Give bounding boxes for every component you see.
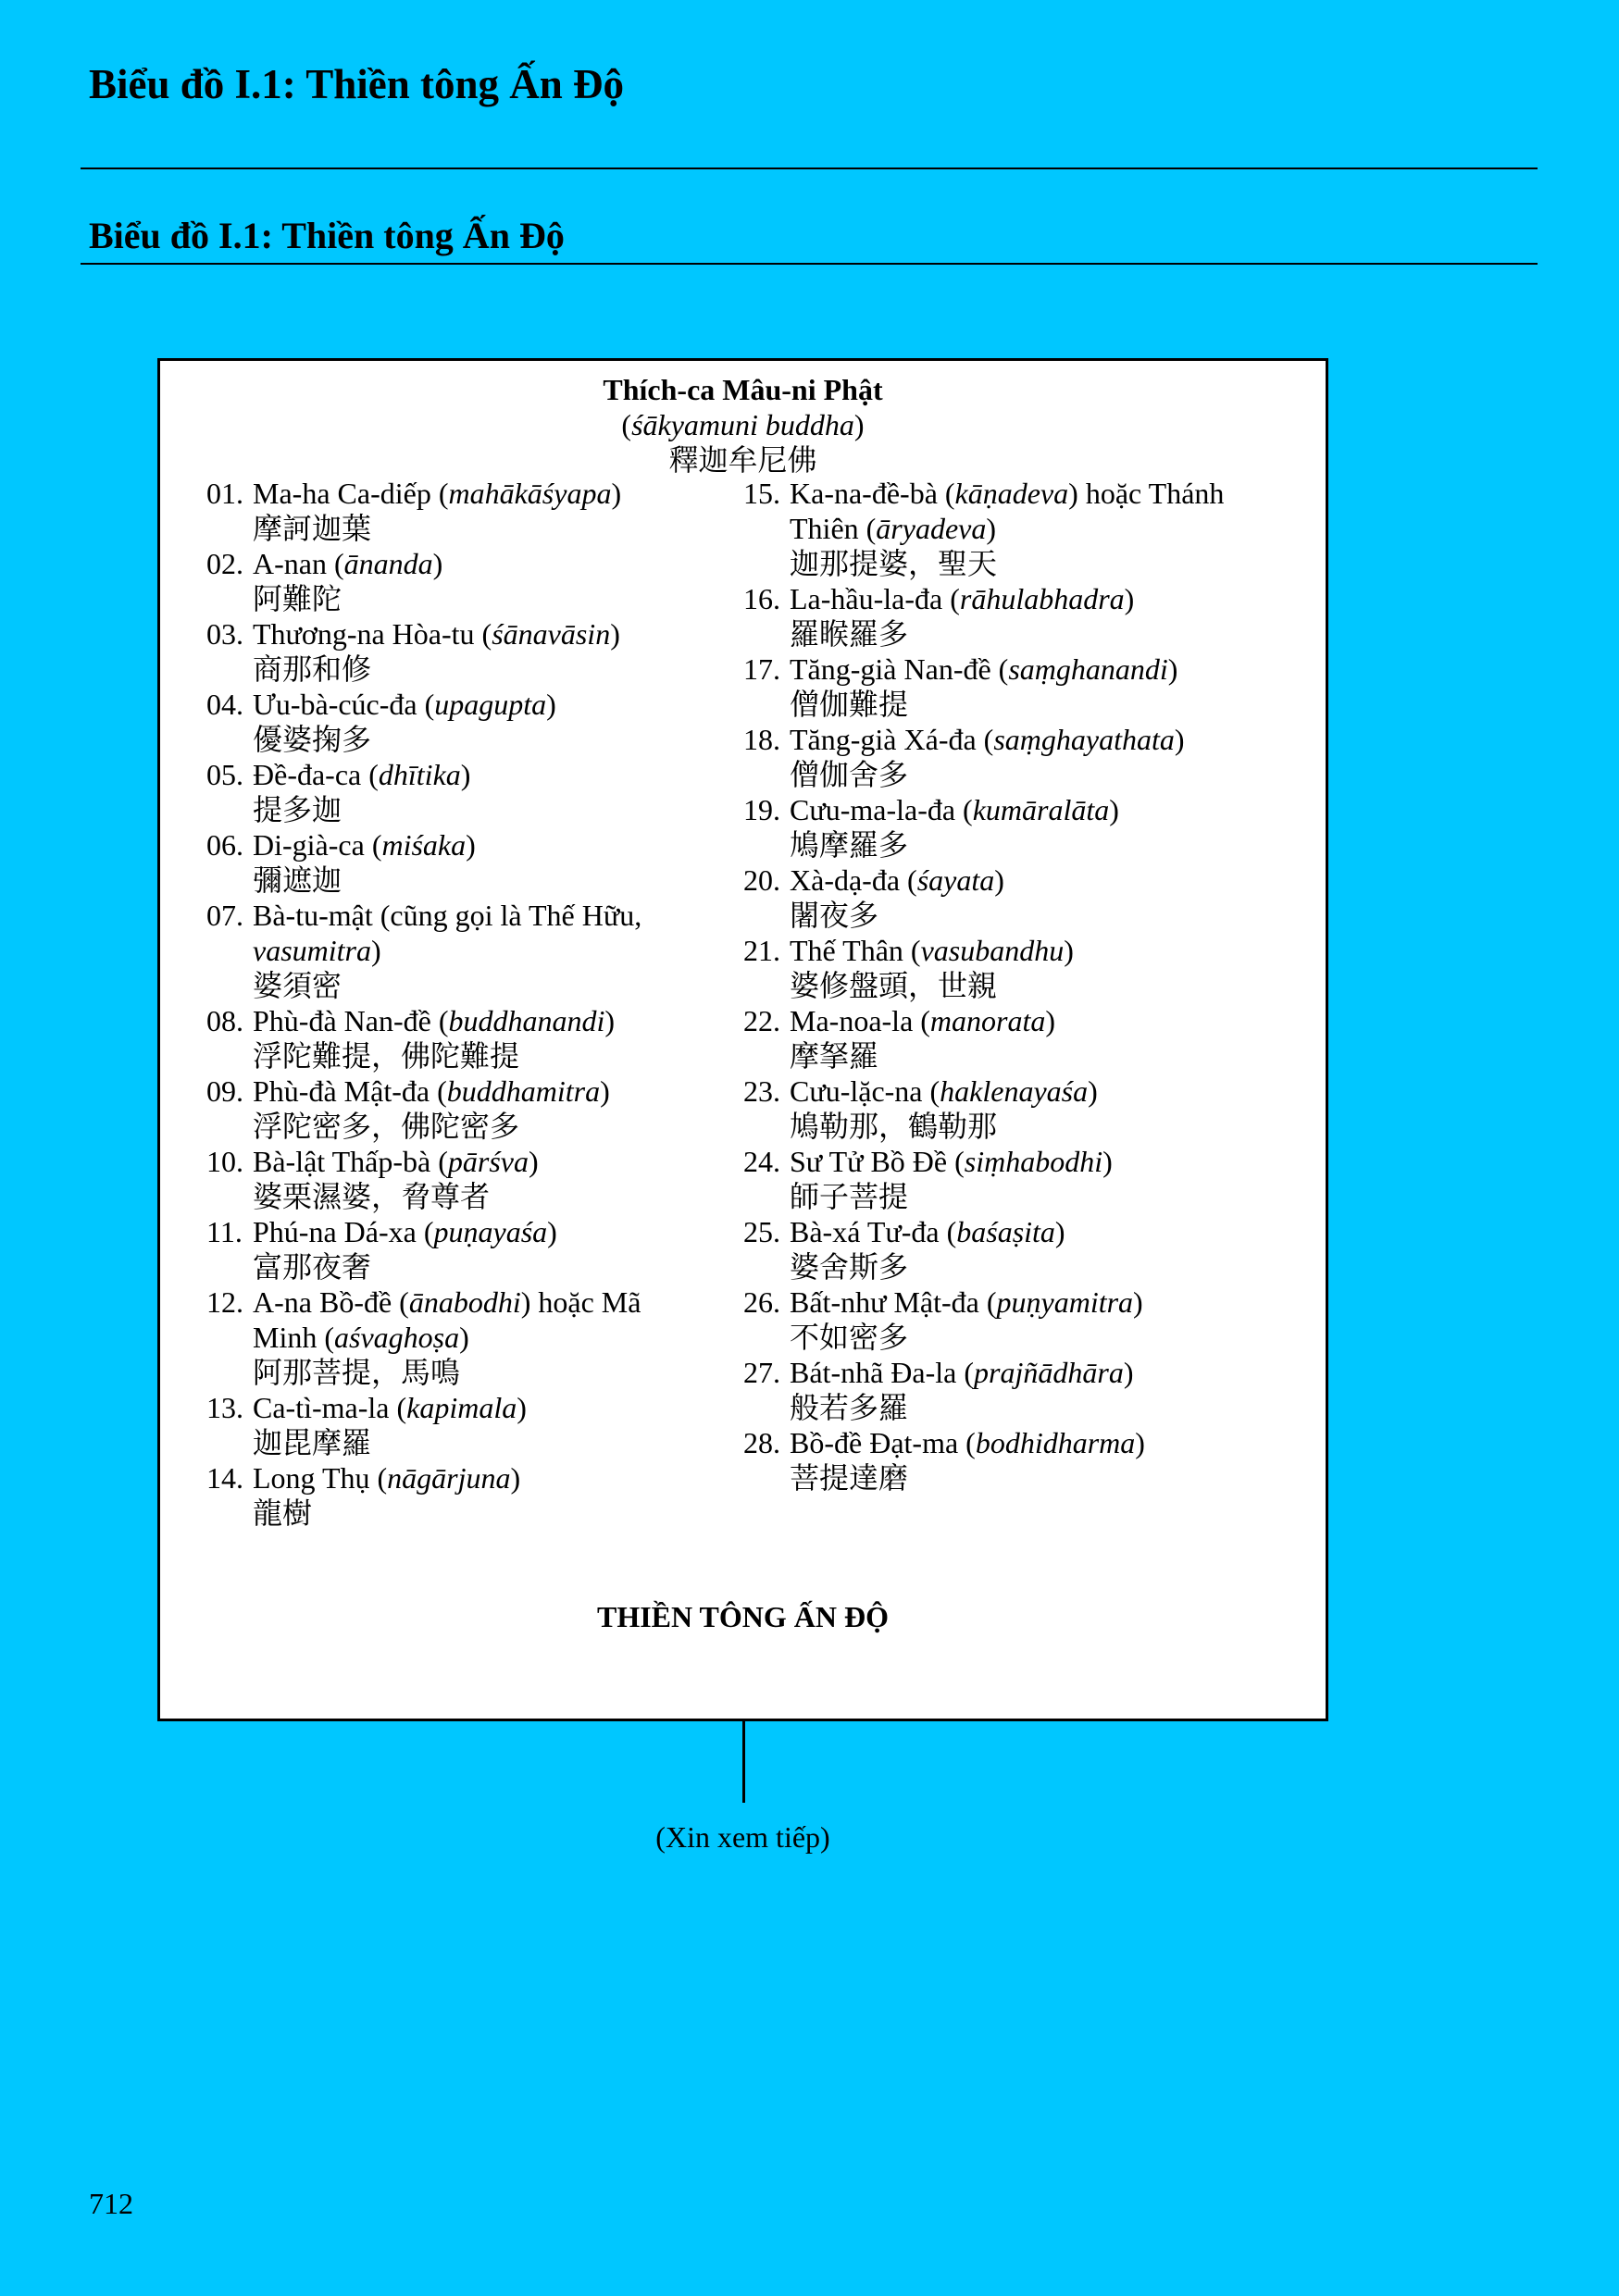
patriarch-number: 26. [743, 1285, 780, 1319]
patriarch-sanskrit-name: vasumitra [253, 934, 371, 967]
patriarch-vn-name: Bà-xá Tư-đa ( [790, 1215, 957, 1248]
patriarch-name-tail: ) [1124, 582, 1135, 615]
patriarch-name-tail: ) [459, 1321, 469, 1354]
patriarch-vn-name: Bát-nhã Đa-la ( [790, 1356, 975, 1389]
patriarch-name-tail: ) [1102, 1145, 1113, 1178]
patriarch-vn-name: A-na Bồ-đề ( [253, 1285, 409, 1319]
root-vn-name: Thích-ca Mâu-ni Phật [603, 373, 883, 406]
patriarch-entry [206, 827, 725, 898]
patriarch-vn-name: Ma-noa-la ( [790, 1004, 930, 1037]
patriarch-entry [206, 687, 725, 757]
patriarch-sanskrit-name: kāṇadeva [954, 477, 1069, 510]
patriarch-vn-name: Tăng-già Xá-đa ( [790, 723, 994, 756]
patriarch-entry [743, 722, 1299, 792]
patriarch-vn-name: Đề-đa-ca ( [253, 758, 379, 791]
patriarch-name-tail: ) [1135, 1426, 1145, 1459]
patriarch-number: 18. [743, 723, 780, 756]
patriarch-number: 19. [743, 793, 780, 826]
patriarch-name-tail: ) [547, 1215, 557, 1248]
patriarch-name-tail: ) [1174, 723, 1185, 756]
patriarch-chinese-name: 不如密多 [790, 1321, 909, 1354]
patriarch-vn-name: Bồ-đề Đạt-ma ( [790, 1426, 976, 1459]
patriarch-sanskrit-name: vasubandhu [920, 934, 1065, 967]
patriarch-sanskrit-name: prajñādhāra [974, 1356, 1124, 1389]
patriarch-entry [743, 1003, 1299, 1074]
patriarch-number: 12. [206, 1285, 243, 1319]
patriarch-entry [206, 1285, 725, 1390]
patriarch-name-tail: ) [994, 863, 1004, 897]
patriarch-number: 13. [206, 1391, 243, 1424]
patriarch-name-tail: ) hoặc Thánh [1068, 477, 1225, 510]
section-title: Biểu đồ I.1: Thiền tông Ấn Độ [89, 215, 565, 256]
patriarch-entry [206, 898, 725, 1003]
patriarch-vn-name: La-hầu-la-đa ( [790, 582, 960, 615]
root-chinese-name: 釋迦牟尼佛 [668, 443, 817, 477]
patriarch-entry [743, 1074, 1299, 1144]
patriarch-name-tail: ) [510, 1461, 521, 1495]
patriarch-number: 21. [743, 934, 780, 967]
patriarch-chinese-name: 摩拏羅 [790, 1039, 879, 1073]
patriarch-chinese-name: 婆栗濕婆，脅尊者 [253, 1180, 491, 1213]
patriarch-sanskrit-name: buddhamitra [446, 1074, 601, 1108]
patriarch-chinese-name: 菩提達磨 [790, 1461, 909, 1495]
patriarch-number: 23. [743, 1074, 780, 1108]
page-header-title: Biểu đồ I.1: Thiền tông Ấn Độ [89, 61, 625, 107]
patriarch-name-tail: ) [466, 828, 476, 862]
patriarch-number: 03. [206, 617, 243, 651]
patriarch-entry [743, 1144, 1299, 1214]
patriarch-number: 22. [743, 1004, 780, 1037]
patriarch-entry [206, 616, 725, 687]
patriarch-chinese-name: 優婆掬多 [253, 723, 372, 756]
patriarch-entry [206, 1074, 725, 1144]
patriarch-number: 10. [206, 1145, 243, 1178]
patriarch-sanskrit-name: haklenayaśa [940, 1074, 1089, 1108]
patriarch-chinese-name: 商那和修 [253, 652, 372, 686]
patriarch-list-left [206, 476, 725, 1531]
patriarch-name-tail: ) [517, 1391, 527, 1424]
patriarch-sanskrit-name: saṃghanandi [1008, 652, 1168, 686]
patriarch-sanskrit-name: kapimala [406, 1391, 517, 1424]
patriarch-name-tail: ) [371, 934, 381, 967]
patriarch-vn-name: Thế Thân ( [790, 934, 921, 967]
patriarch-chinese-name: 羅睺羅多 [790, 617, 909, 651]
patriarch-chinese-name: 闍夜多 [790, 899, 879, 932]
patriarch-sanskrit-name: dhītika [378, 758, 461, 791]
patriarch-number: 06. [206, 828, 243, 862]
patriarch-vn-name: Phù-đà Nan-đề ( [253, 1004, 449, 1037]
patriarch-chinese-name: 浮陀密多，佛陀密多 [253, 1110, 520, 1143]
continuation-note: (Xin xem tiếp) [655, 1820, 830, 1854]
patriarch-sanskrit-name: śānavāsin [492, 617, 611, 651]
patriarch-entry [743, 933, 1299, 1003]
patriarch-vn-name-cont: Thiên ( [790, 512, 877, 545]
patriarch-vn-name: Cưu-ma-la-đa ( [790, 793, 973, 826]
patriarch-entry [206, 1460, 725, 1531]
patriarch-number: 14. [206, 1461, 243, 1495]
patriarch-entry [743, 863, 1299, 933]
patriarch-name-tail: ) [611, 477, 622, 510]
patriarch-entry [743, 1285, 1299, 1355]
patriarch-entry [206, 546, 725, 616]
header-rule [81, 168, 1538, 169]
patriarch-number: 20. [743, 863, 780, 897]
patriarch-name-tail: ) [546, 688, 556, 721]
patriarch-sanskrit-name: ānabodhi [408, 1285, 521, 1319]
patriarch-vn-name: Bà-tu-mật (cũng gọi là Thế Hữu, [253, 899, 642, 932]
patriarch-vn-name: Long Thụ ( [253, 1461, 388, 1495]
patriarch-name-tail: ) [460, 758, 471, 791]
patriarch-name-tail: ) hoặc Mã [520, 1285, 641, 1319]
patriarch-chinese-name: 僧伽難提 [790, 688, 909, 721]
patriarch-sanskrit-name: puṇayaśa [433, 1215, 548, 1248]
patriarch-entry [743, 1214, 1299, 1285]
patriarch-number: 08. [206, 1004, 243, 1037]
patriarch-number: 05. [206, 758, 243, 791]
patriarch-name-tail: ) [1167, 652, 1178, 686]
patriarch-number: 24. [743, 1145, 780, 1178]
patriarch-sanskrit-name: mahākāśyapa [448, 477, 612, 510]
patriarch-chinese-name: 摩訶迦葉 [253, 512, 372, 545]
patriarch-number: 16. [743, 582, 780, 615]
patriarch-sanskrit-name: aśvaghoṣa [334, 1321, 460, 1354]
patriarch-chinese-name: 浮陀難提，佛陀難提 [253, 1039, 520, 1073]
patriarch-name-tail: ) [1045, 1004, 1056, 1037]
patriarch-number: 15. [743, 477, 780, 510]
patriarch-sanskrit-name: baśaṣita [956, 1215, 1055, 1248]
patriarch-chinese-name: 彌遮迦 [253, 863, 342, 897]
patriarch-sanskrit-name: upagupta [434, 688, 547, 721]
patriarch-sanskrit-name: rāhulabhadra [959, 582, 1125, 615]
patriarch-sanskrit-name: ānanda [343, 547, 433, 580]
patriarch-name-tail: ) [1133, 1285, 1143, 1319]
patriarch-number: 09. [206, 1074, 243, 1108]
root-sanskrit-line: (śākyamuni buddha) [621, 408, 865, 441]
patriarch-list-right [743, 476, 1299, 1496]
section-rule [81, 263, 1538, 265]
patriarch-chinese-name: 鳩摩羅多 [790, 828, 909, 862]
patriarch-chinese-name: 提多迦 [253, 793, 342, 826]
patriarch-number: 11. [206, 1215, 243, 1248]
patriarch-vn-name: Ca-tì-ma-la ( [253, 1391, 407, 1424]
patriarch-name-tail: ) [600, 1074, 610, 1108]
patriarch-sanskrit-name: kumāralāta [972, 793, 1110, 826]
patriarch-number: 27. [743, 1356, 780, 1389]
patriarch-sanskrit-name: saṃghayathata [993, 723, 1175, 756]
patriarch-vn-name: Ma-ha Ca-diếp ( [253, 477, 449, 510]
patriarch-number: 25. [743, 1215, 780, 1248]
patriarch-chinese-name: 婆須密 [253, 969, 342, 1002]
patriarch-vn-name: Thương-na Hòa-tu ( [253, 617, 492, 651]
patriarch-entry [206, 1214, 725, 1285]
patriarch-name-tail: ) [528, 1145, 539, 1178]
patriarch-entry [743, 652, 1299, 722]
patriarch-vn-name: Xà-dạ-đa ( [790, 863, 917, 897]
patriarch-vn-name: Sư Tử Bồ Đề ( [790, 1145, 965, 1178]
patriarch-chinese-name: 阿那菩提，馬鳴 [253, 1356, 461, 1389]
patriarch-sanskrit-name: miśaka [381, 828, 467, 862]
patriarch-sanskrit-name: āryadeva [876, 512, 987, 545]
page-number: 712 [89, 2187, 133, 2220]
patriarch-name-tail: ) [1109, 793, 1119, 826]
continuation-connector-line [742, 1721, 745, 1803]
patriarch-vn-name: Phú-na Dá-xa ( [253, 1215, 434, 1248]
patriarch-chinese-name: 婆修盤頭，世親 [790, 969, 998, 1002]
patriarch-chinese-name: 鳩勒那，鶴勒那 [790, 1110, 998, 1143]
patriarch-chinese-name: 龍樹 [253, 1496, 313, 1530]
patriarch-name-tail: ) [1054, 1215, 1065, 1248]
patriarch-entry [743, 581, 1299, 652]
patriarch-chinese-name: 婆舍斯多 [790, 1250, 909, 1284]
patriarch-name-tail: ) [1123, 1356, 1134, 1389]
patriarch-entry [206, 476, 725, 546]
patriarch-sanskrit-name: manorata [929, 1004, 1046, 1037]
patriarch-name-tail: ) [986, 512, 997, 545]
patriarch-entry [743, 476, 1299, 581]
patriarch-vn-name: Ka-na-đề-bà ( [790, 477, 955, 510]
patriarch-chinese-name: 迦那提婆，聖天 [790, 547, 998, 580]
patriarch-entry [743, 1355, 1299, 1425]
patriarch-sanskrit-name: śayata [916, 863, 995, 897]
patriarch-number: 02. [206, 547, 243, 580]
root-patriarch [160, 372, 1326, 478]
patriarch-sanskrit-name: puṇyamitra [996, 1285, 1134, 1319]
patriarch-name-tail: ) [604, 1004, 616, 1037]
patriarch-name-tail: ) [1088, 1074, 1098, 1108]
patriarch-vn-name: Bà-lật Thấp-bà ( [253, 1145, 448, 1178]
patriarch-sanskrit-name: pārśva [447, 1145, 529, 1178]
patriarch-sanskrit-name: nāgārjuna [387, 1461, 511, 1495]
patriarch-entry [206, 1390, 725, 1460]
patriarch-entry [743, 1425, 1299, 1496]
patriarch-vn-name: Di-già-ca ( [253, 828, 382, 862]
patriarch-vn-name: Tăng-già Nan-đề ( [790, 652, 1009, 686]
patriarch-chinese-name: 般若多羅 [790, 1391, 909, 1424]
patriarch-vn-name: Cưu-lặc-na ( [790, 1074, 940, 1108]
patriarch-vn-name: Bất-như Mật-đa ( [790, 1285, 997, 1319]
patriarch-chinese-name: 師子菩提 [790, 1180, 909, 1213]
patriarch-entry [743, 792, 1299, 863]
patriarch-entry [206, 1003, 725, 1074]
root-sanskrit-name: śākyamuni buddha [631, 408, 854, 441]
patriarch-name-tail: ) [1064, 934, 1074, 967]
patriarch-vn-name: Ưu-bà-cúc-đa ( [253, 688, 435, 721]
patriarch-number: 17. [743, 652, 780, 686]
patriarch-sanskrit-name: bodhidharma [975, 1426, 1136, 1459]
patriarch-vn-name: Phù-đà Mật-đa ( [253, 1074, 447, 1108]
patriarch-number: 07. [206, 899, 243, 932]
patriarch-number: 04. [206, 688, 243, 721]
patriarch-number: 01. [206, 477, 243, 510]
patriarch-name-tail: ) [432, 547, 443, 580]
patriarch-vn-name: A-nan ( [253, 547, 344, 580]
patriarch-entry [206, 757, 725, 827]
patriarch-sanskrit-name: buddhanandi [448, 1004, 605, 1037]
patriarch-chinese-name: 阿難陀 [253, 582, 342, 615]
patriarch-number: 28. [743, 1426, 780, 1459]
patriarch-chinese-name: 富那夜奢 [253, 1250, 372, 1284]
patriarch-entry [206, 1144, 725, 1214]
chart-bottom-label: THIỀN TÔNG ẤN ĐỘ [596, 1600, 889, 1633]
patriarch-name-tail: ) [610, 617, 620, 651]
patriarch-chinese-name: 迦毘摩羅 [253, 1426, 372, 1459]
patriarch-chinese-name: 僧伽舍多 [790, 758, 909, 791]
patriarch-sanskrit-name: siṃhabodhi [964, 1145, 1103, 1178]
patriarch-vn-name-cont: Minh ( [253, 1321, 334, 1354]
lineage-chart-box [157, 358, 1328, 1721]
